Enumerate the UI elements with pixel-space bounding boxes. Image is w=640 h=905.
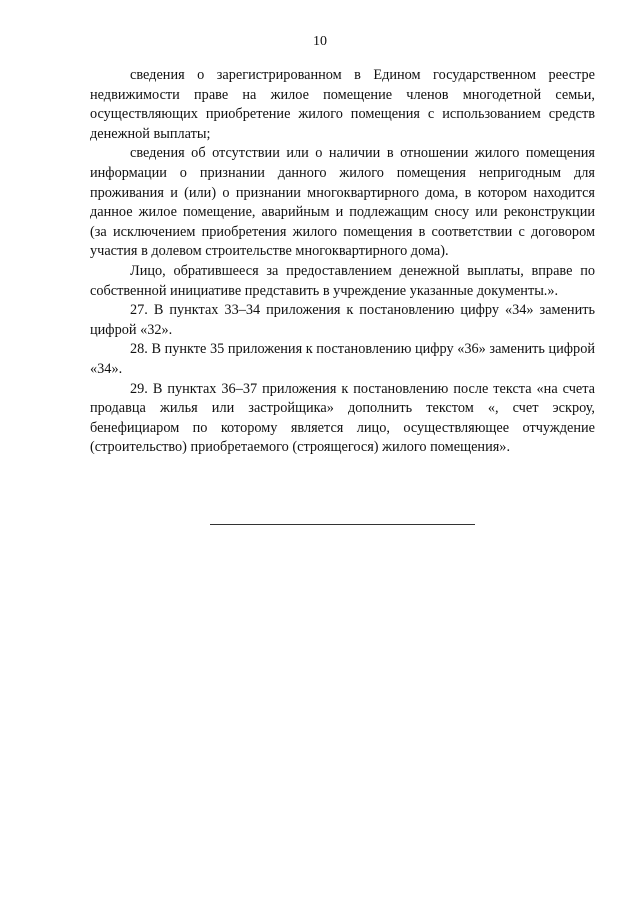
paragraph-item-29: 29. В пунктах 36–37 приложения к постановлению после текста «на счета продавца жилья или застройщика» дополнить текстом «, счет эскроу, бенефициаром по которому является лицо, осуществляющее отчуждение (строительство) приобретаемого (строящегося) жилого помещения». (90, 380, 595, 456)
paragraph-unfit-housing-info: сведения об отсутствии или о наличии в отношении жилого помещения информации о признании данного жилого помещения непригодным для проживания и (или) о признании многоквартирного дома, в котором находится данное жилое помещение, аварийным и подлежащим сносу или реконструкции (за исключением приобретения жилого помещения в соответствии с договором участия в долевом строительстве многоквартирного дома). (90, 145, 595, 260)
document-body (90, 66, 595, 458)
paragraph-item-28: 28. В пункте 35 приложения к постановлению цифру «36» заменить цифрой «34». (90, 341, 595, 377)
paragraph-applicant-initiative: Лицо, обратившееся за предоставлением денежной выплаты, вправе по собственной инициативе представить в учреждение указанные документы.». (90, 262, 595, 299)
end-separator-line (210, 524, 475, 525)
paragraph-item-27: 27. В пунктах 33–34 приложения к постановлению цифру «34» заменить цифрой «32». (90, 302, 595, 338)
page-number: 10 (313, 34, 327, 49)
paragraph-registered-rights: сведения о зарегистрированном в Едином государственном реестре недвижимости праве на жилое помещение членов многодетной семьи, осуществляющих приобретение жилого помещения с использованием средств денежной выплаты; (90, 67, 595, 142)
